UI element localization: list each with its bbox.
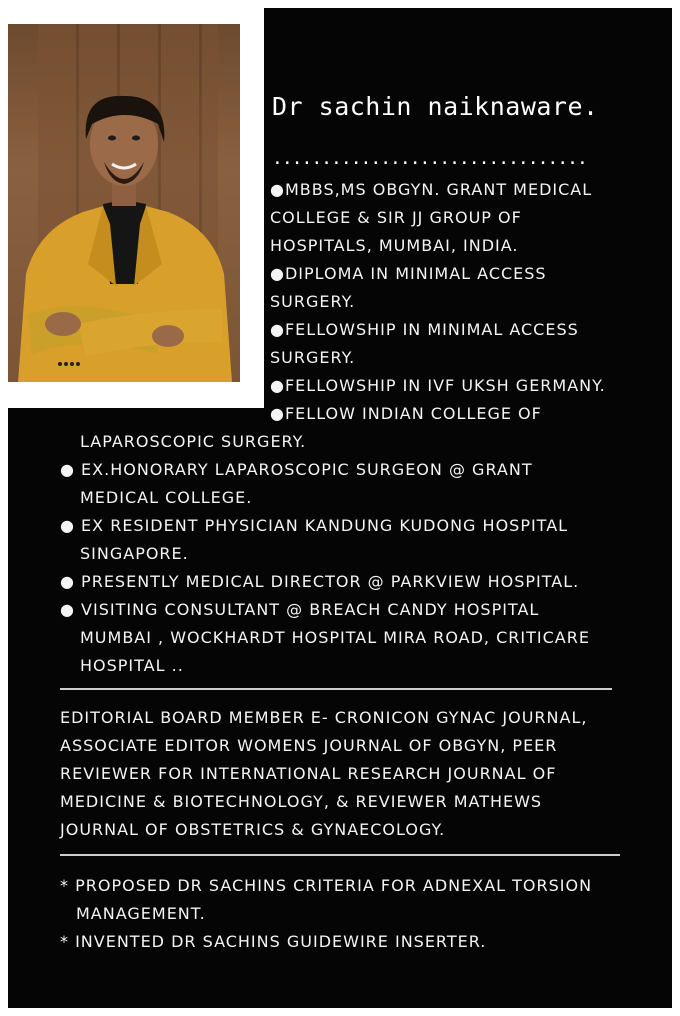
- doctor-name: Dr sachin naiknaware.: [272, 92, 599, 121]
- editorial-line: JOURNAL OF OBSTETRICS & GYNAECOLOGY.: [60, 820, 446, 839]
- portrait-figure: [8, 24, 240, 382]
- credential-line: ●FELLOWSHIP IN IVF UKSH GERMANY.: [270, 376, 606, 395]
- credential-line: ● VISITING CONSULTANT @ BREACH CANDY HOSPITAL: [60, 600, 540, 619]
- credential-line: HOSPITALS, MUMBAI, INDIA.: [270, 236, 519, 255]
- credential-line: HOSPITAL ..: [80, 656, 184, 675]
- credential-line: ● EX.HONORARY LAPAROSCOPIC SURGEON @ GRANT: [60, 460, 533, 479]
- credential-line: SURGERY.: [270, 348, 356, 367]
- editorial-line: ASSOCIATE EDITOR WOMENS JOURNAL OF OBGYN, PEER: [60, 736, 558, 755]
- credential-line: MEDICAL COLLEGE.: [80, 488, 253, 507]
- achievement-line: * PROPOSED DR SACHINS CRITERIA FOR ADNEXAL TORSION: [60, 876, 593, 895]
- credential-line: ●FELLOW INDIAN COLLEGE OF: [270, 404, 542, 423]
- editorial-line: EDITORIAL BOARD MEMBER E- CRONICON GYNAC JOURNAL,: [60, 708, 588, 727]
- portrait-photo: [8, 24, 240, 382]
- credential-line: ● EX RESIDENT PHYSICIAN KANDUNG KUDONG HOSPITAL: [60, 516, 569, 535]
- section-divider: [60, 688, 612, 690]
- credential-line: SURGERY.: [270, 292, 356, 311]
- credential-line: SINGAPORE.: [80, 544, 189, 563]
- dotted-divider: ................................: [272, 148, 587, 169]
- credential-line: COLLEGE & SIR JJ GROUP OF: [270, 208, 522, 227]
- credential-line: ●DIPLOMA IN MINIMAL ACCESS: [270, 264, 547, 283]
- credential-line: ●FELLOWSHIP IN MINIMAL ACCESS: [270, 320, 579, 339]
- photo-frame: [8, 8, 264, 408]
- editorial-line: REVIEWER FOR INTERNATIONAL RESEARCH JOURNAL OF: [60, 764, 557, 783]
- profile-board: [8, 8, 672, 1008]
- achievement-line: MANAGEMENT.: [76, 904, 206, 923]
- credential-line: MUMBAI , WOCKHARDT HOSPITAL MIRA ROAD, CRITICARE: [80, 628, 590, 647]
- credential-line: ● PRESENTLY MEDICAL DIRECTOR @ PARKVIEW HOSPITAL.: [60, 572, 580, 591]
- section-divider: [60, 854, 620, 856]
- credential-line: LAPAROSCOPIC SURGERY.: [80, 432, 307, 451]
- credential-line: ●MBBS,MS OBGYN. GRANT MEDICAL: [270, 180, 593, 199]
- editorial-line: MEDICINE & BIOTECHNOLOGY, & REVIEWER MATHEWS: [60, 792, 543, 811]
- achievement-line: * INVENTED DR SACHINS GUIDEWIRE INSERTER.: [60, 932, 487, 951]
